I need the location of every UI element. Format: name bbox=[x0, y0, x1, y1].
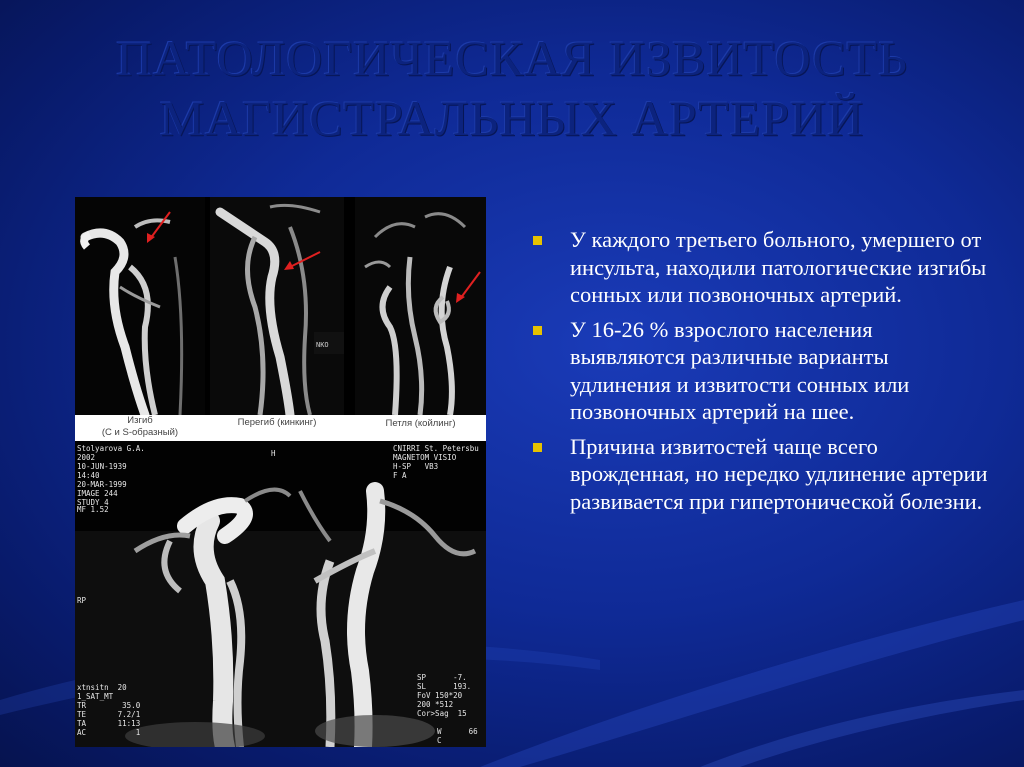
bullet-text: Причина извитостей чаще всего врожденная, но нередко удлинение артерии развивается при гипертонической болезни. bbox=[570, 433, 988, 514]
caption-kinking-line1: Перегиб (кинкинг) bbox=[237, 417, 317, 428]
angio-image-kinking bbox=[210, 197, 344, 415]
square-bullet-icon bbox=[533, 443, 542, 452]
title-line-2: МАГИСТРАЛЬНЫХ АРТЕРИЙ bbox=[159, 90, 865, 146]
caption-kinking bbox=[210, 417, 344, 429]
bullet-item bbox=[530, 433, 990, 516]
title-line-1: ПАТОЛОГИЧЕСКАЯ ИЗВИТОСТЬ bbox=[116, 30, 908, 86]
mr-overlay-bottom-left: xtnsitn 20 1_SAT_MT TR 35.0 TE 7.2/1 TA 11:13 AC 1 bbox=[77, 683, 141, 737]
caption-bend-line1: Изгиб bbox=[127, 415, 153, 426]
caption-coiling-line1: Петля (койлинг) bbox=[385, 418, 456, 429]
bullet-text: У каждого третьего больного, умершего от инсульта, находили патологические изгибы сонных или позвоночных артерий. bbox=[570, 227, 987, 307]
square-bullet-icon bbox=[533, 326, 542, 335]
slide-title bbox=[0, 28, 1024, 148]
angio-image-coiling bbox=[355, 197, 486, 415]
angio-image-bend bbox=[75, 197, 205, 415]
mr-overlay-left-mid1: MF 1.52 bbox=[77, 505, 109, 514]
caption-strip bbox=[75, 415, 486, 441]
svg-text:NKO: NKO bbox=[316, 341, 329, 349]
caption-coiling bbox=[355, 418, 486, 430]
square-bullet-icon bbox=[533, 236, 542, 245]
caption-bend bbox=[75, 415, 205, 439]
bullet-text: У 16-26 % взрослого населения выявляются различные варианты удлинения и извитости сонных или позвоночных артерий на шее. bbox=[570, 316, 910, 424]
angiography-figure bbox=[75, 197, 486, 747]
mr-overlay-top-right: CNIRRI St. Petersbu MAGNETOM VISIO H-SP VB3 F A bbox=[393, 444, 479, 480]
mr-overlay-top-center: H bbox=[271, 449, 276, 458]
mr-overlay-top-left: Stolyarova G.A. 2002 10-JUN-1939 14:40 20-MAR-1999 IMAGE 244 STUDY 4 bbox=[77, 444, 145, 507]
mr-overlay-bottom-right-2: W 66 C bbox=[437, 727, 478, 745]
bullet-item bbox=[530, 316, 990, 426]
caption-bend-line2: (С и S-образный) bbox=[101, 427, 179, 438]
mr-overlay-bottom-right: SP -7. SL 193. FoV 150*20 200 *512 Cor>Sag 15 bbox=[417, 673, 472, 718]
mr-angiography-image bbox=[75, 441, 486, 747]
bullet-list bbox=[530, 226, 990, 522]
mr-overlay-left-mid2: RP bbox=[77, 596, 87, 605]
bullet-item bbox=[530, 226, 990, 309]
